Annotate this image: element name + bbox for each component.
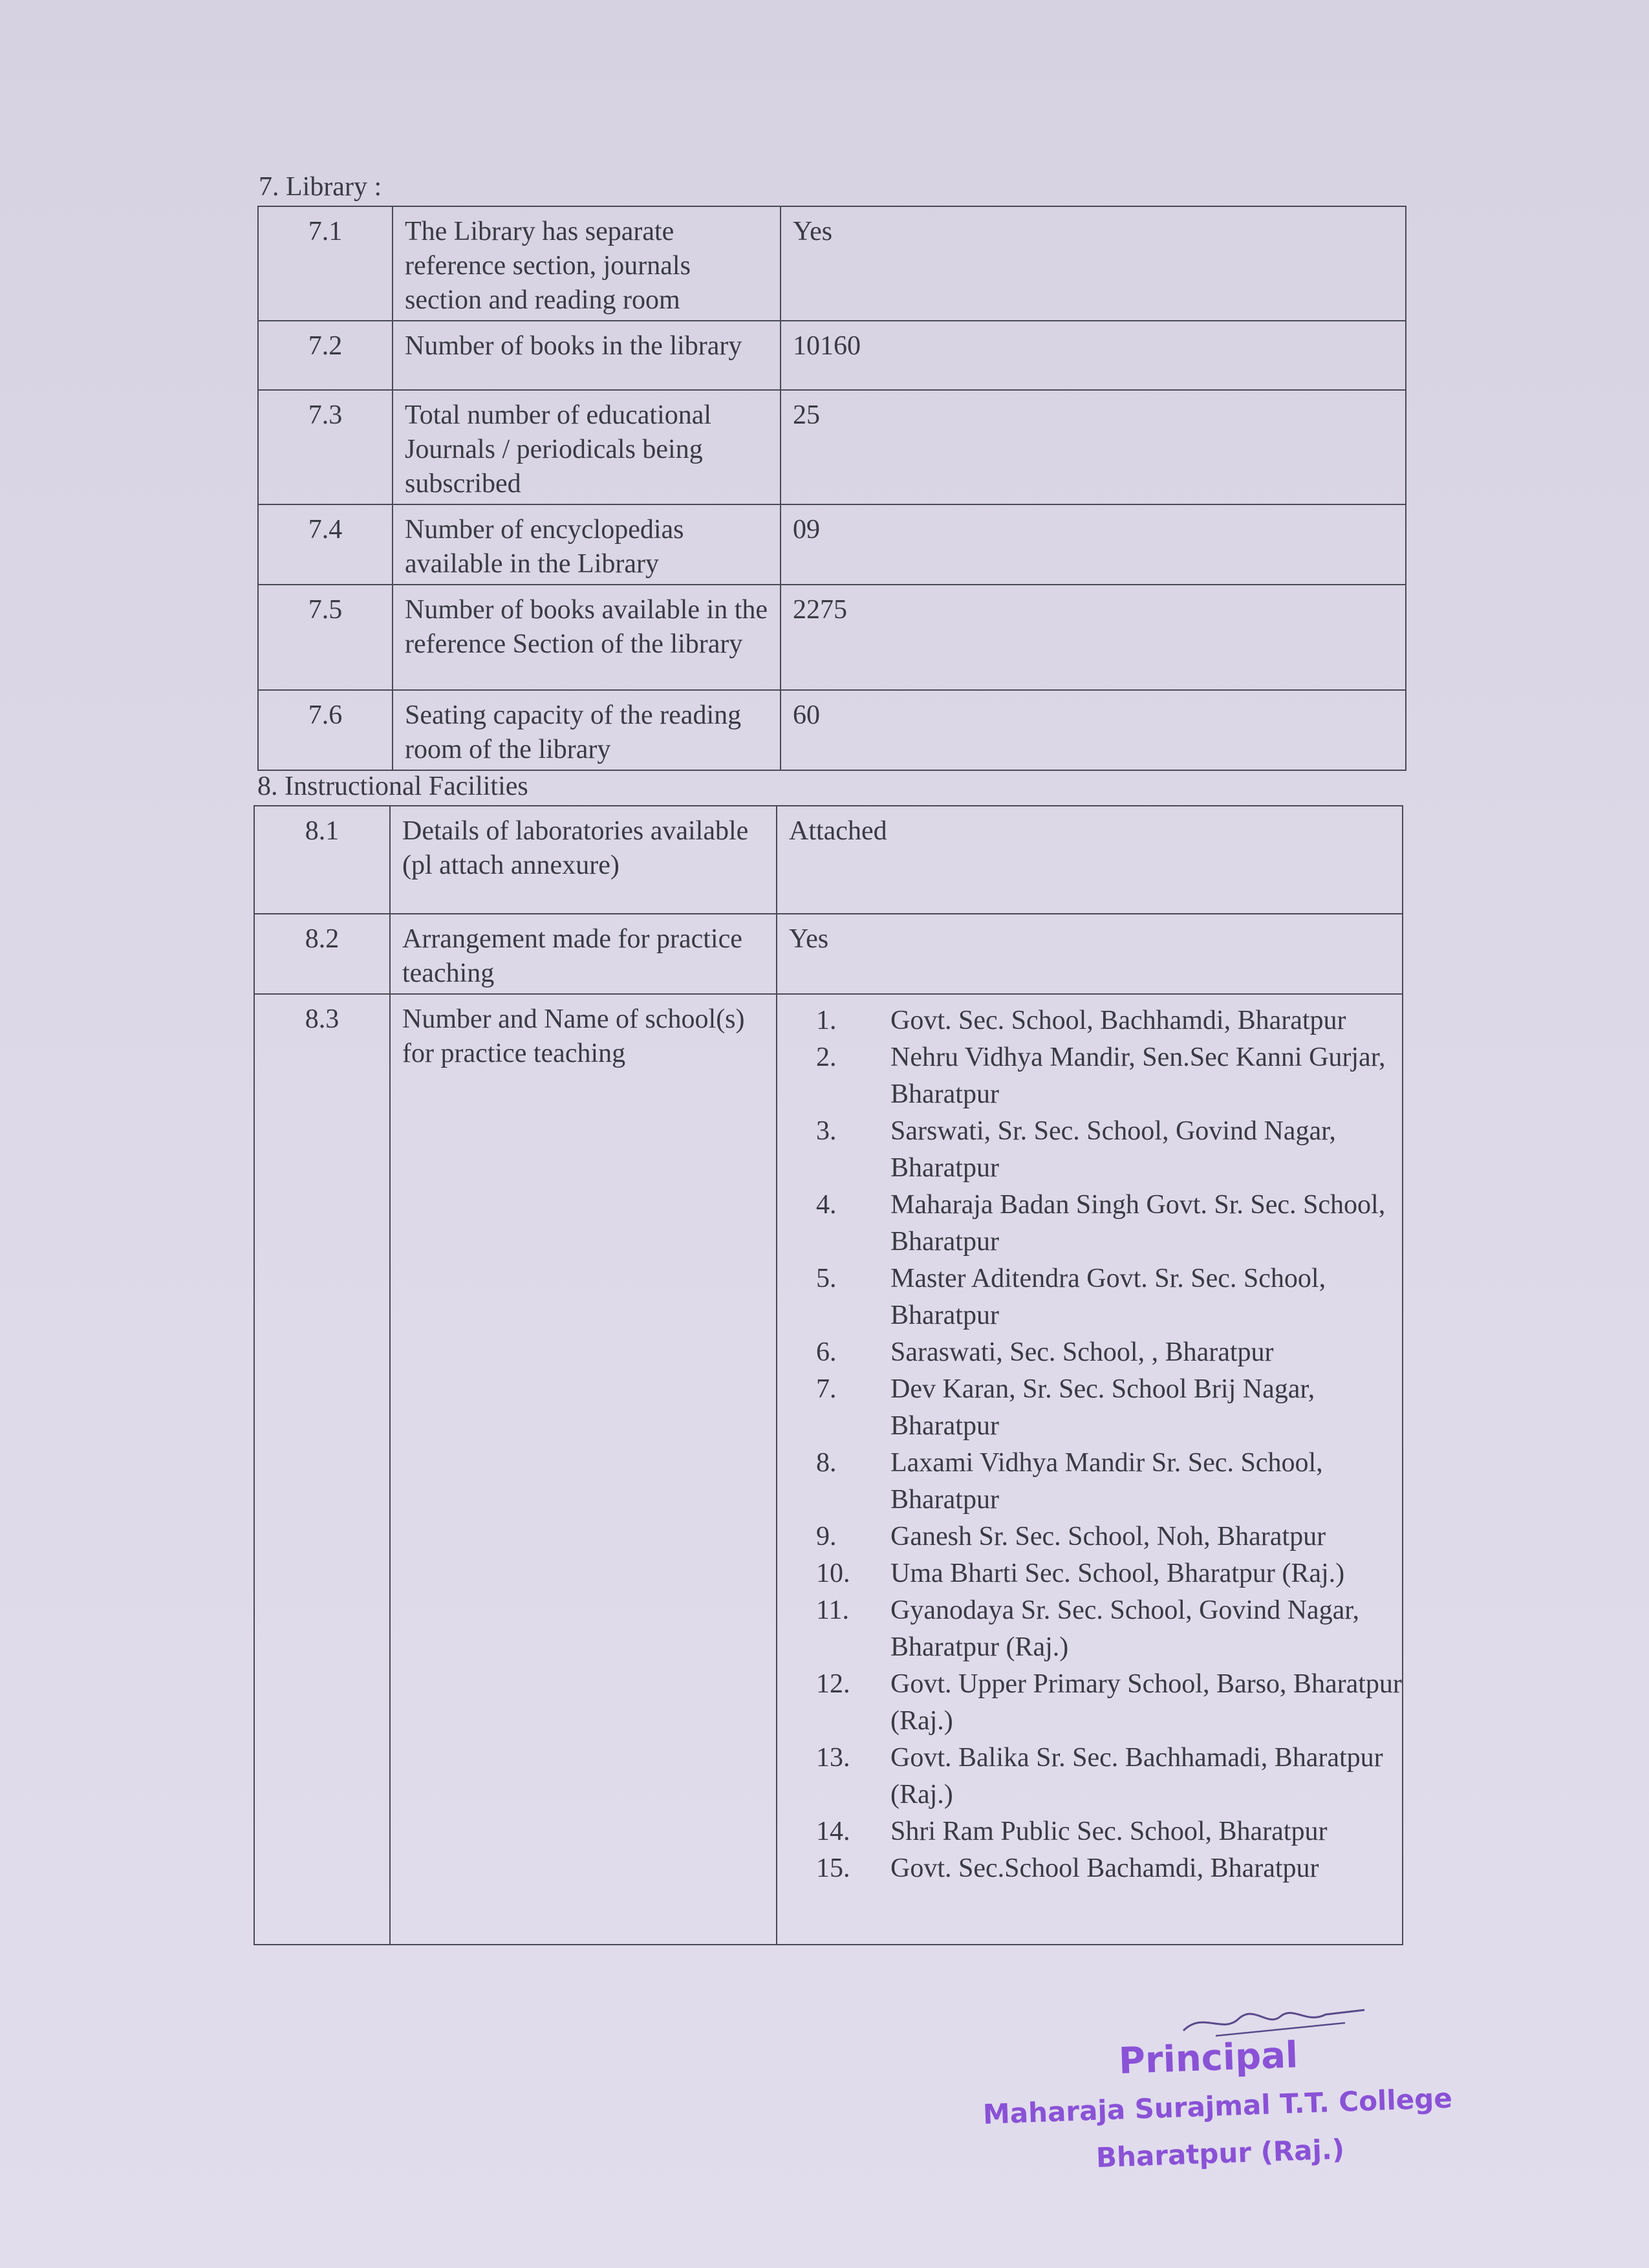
school-name: Master Aditendra Govt. Sr. Sec. School, Bharatpur: [890, 1264, 1326, 1330]
table-row: [258, 585, 1406, 690]
row-number: 8.1: [254, 806, 390, 914]
row-label: Number of books available in the reference Section of the library: [393, 585, 781, 690]
list-item-number: 5.: [816, 1264, 837, 1293]
school-name: Sarswati, Sr. Sec. School, Govind Nagar, Bharatpur: [890, 1116, 1336, 1183]
row-value: Yes: [781, 206, 1406, 321]
library-heading: 7. Library :: [259, 172, 382, 202]
table-row: [258, 321, 1406, 390]
school-name: Uma Bharti Sec. School, Bharatpur (Raj.): [890, 1559, 1345, 1588]
table-row: [258, 690, 1406, 770]
list-item-number: 9.: [816, 1522, 837, 1551]
row-label: Number of encyclopedias available in the Library: [393, 504, 781, 585]
school-name: Laxami Vidhya Mandir Sr. Sec. School, Bharatpur: [890, 1448, 1323, 1515]
row-value: Yes: [777, 914, 1403, 994]
library-table: [257, 206, 1406, 771]
list-item-number: 1.: [816, 1006, 837, 1035]
college-stamp: [970, 2005, 1461, 2186]
list-item: [777, 1740, 1402, 1813]
list-item-number: 8.: [816, 1448, 837, 1478]
list-item: [777, 1813, 1402, 1850]
list-item: [777, 1555, 1402, 1592]
school-list-cell: [777, 994, 1403, 1945]
list-item: [777, 1039, 1402, 1113]
row-value: 60: [781, 690, 1406, 770]
row-label-text: Details of laboratories available: [402, 816, 749, 846]
row-number: 7.6: [258, 690, 393, 770]
school-name: Nehru Vidhya Mandir, Sen.Sec Kanni Gurjar, Bharatpur: [890, 1042, 1386, 1109]
row-value: 25: [781, 390, 1406, 504]
row-number: 7.1: [258, 206, 393, 321]
list-item: [777, 1850, 1402, 1887]
row-label: Seating capacity of the reading room of the library: [393, 690, 781, 770]
row-label: Arrangement made for practice teaching: [390, 914, 777, 994]
table-row: [258, 390, 1406, 504]
row-number: 8.3: [254, 994, 390, 1945]
row-value: Attached: [777, 806, 1403, 914]
school-name: Dev Karan, Sr. Sec. School Brij Nagar, Bharatpur: [890, 1374, 1315, 1441]
list-item-number: 4.: [816, 1190, 837, 1220]
list-item-number: 3.: [816, 1116, 837, 1146]
row-label: [390, 806, 777, 914]
instructional-table: [253, 805, 1403, 1945]
list-item: [777, 1113, 1402, 1187]
school-name: Govt. Upper Primary School, Barso, Bharatpur (Raj.): [890, 1669, 1402, 1736]
row-number: 7.2: [258, 321, 393, 390]
table-row: [254, 994, 1403, 1945]
row-number: 7.4: [258, 504, 393, 585]
row-number: 7.5: [258, 585, 393, 690]
list-item: [777, 1334, 1402, 1371]
list-item-number: 15.: [816, 1853, 850, 1883]
table-row: [254, 806, 1403, 914]
list-item: [777, 1187, 1402, 1260]
school-name: Saraswati, Sec. School, , Bharatpur: [890, 1337, 1274, 1367]
row-label: Number of books in the library: [393, 321, 781, 390]
stamp-location: Bharatpur (Raj.): [1095, 2133, 1345, 2174]
list-item-number: 6.: [816, 1337, 837, 1367]
list-item-number: 10.: [816, 1559, 850, 1588]
instructional-heading: 8. Instructional Facilities: [257, 772, 528, 801]
row-number: 7.3: [258, 390, 393, 504]
row-label: Number and Name of school(s) for practice teaching: [390, 994, 777, 1945]
row-label: The Library has separate reference section, journals section and reading room: [393, 206, 781, 321]
list-item: [777, 1592, 1402, 1666]
school-name: Ganesh Sr. Sec. School, Noh, Bharatpur: [890, 1522, 1326, 1551]
school-name: Maharaja Badan Singh Govt. Sr. Sec. School, Bharatpur: [890, 1190, 1386, 1257]
table-row: [258, 206, 1406, 321]
row-label-note: (pl attach annexure): [402, 850, 620, 880]
school-name: Govt. Balika Sr. Sec. Bachhamadi, Bharatpur (Raj.): [890, 1743, 1383, 1809]
table-row: [254, 914, 1403, 994]
list-item: [777, 1371, 1402, 1445]
table-row: [258, 504, 1406, 585]
school-name: Gyanodaya Sr. Sec. School, Govind Nagar, Bharatpur (Raj.): [890, 1595, 1360, 1662]
list-item-number: 2.: [816, 1042, 837, 1072]
list-item: [777, 1518, 1402, 1555]
school-name: Govt. Sec. School, Bachhamdi, Bharatpur: [890, 1006, 1346, 1035]
list-item-number: 14.: [816, 1817, 850, 1846]
school-name: Govt. Sec.School Bachamdi, Bharatpur: [890, 1853, 1319, 1883]
list-item: [777, 1260, 1402, 1334]
row-value: 2275: [781, 585, 1406, 690]
list-item-number: 11.: [816, 1595, 849, 1625]
stamp-college-name: Maharaja Surajmal T.T. College: [982, 2082, 1453, 2130]
school-list: [777, 1000, 1402, 1894]
row-label: Total number of educational Journals / periodicals being subscribed: [393, 390, 781, 504]
list-item-number: 13.: [816, 1743, 850, 1773]
stamp-title: Principal: [1117, 2034, 1299, 2082]
list-item-number: 7.: [816, 1374, 837, 1404]
row-value: 09: [781, 504, 1406, 585]
school-name: Shri Ram Public Sec. School, Bharatpur: [890, 1817, 1328, 1846]
list-item: [777, 1666, 1402, 1740]
row-value: 10160: [781, 321, 1406, 390]
list-item: [777, 1445, 1402, 1518]
list-item: [777, 1002, 1402, 1039]
list-item-number: 12.: [816, 1669, 850, 1699]
row-number: 8.2: [254, 914, 390, 994]
